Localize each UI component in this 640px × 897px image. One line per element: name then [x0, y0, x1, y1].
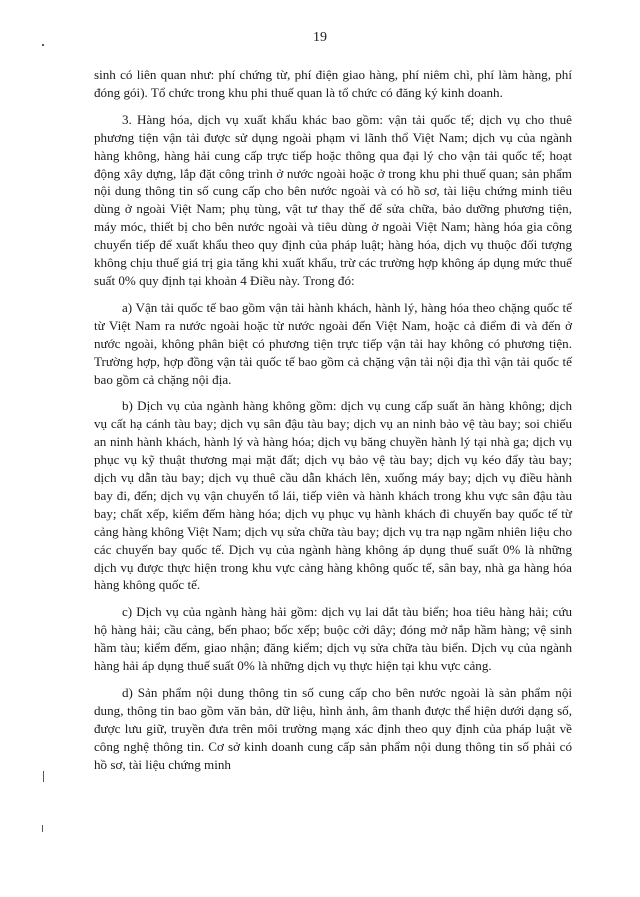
scan-mark-bottom: [42, 825, 43, 832]
paragraph-section-3: 3. Hàng hóa, dịch vụ xuất khẩu khác bao gồm: vận tải quốc tế; dịch vụ cho thuê phương tiện vận tải được sử dụng ngoài phạm vi lãnh thổ Việt Nam; dịch vụ của ngành hàng không, hàng hải cung cấp trực tiếp hoặc thông qua đại lý cho vận tải quốc tế; hoạt động xây dựng, lắp đặt công trình ở nước ngoài hoặc ở trong khu phi thuế quan; sản phẩm nội dung thông tin số cung cấp cho bên nước ngoài và có hồ sơ, tài liệu chứng minh tiêu dùng ở ngoài Việt Nam; phụ tùng, vật tư thay thế để sửa chữa, bảo dưỡng phương tiện, máy móc, thiết bị cho bên nước ngoài và tiêu dùng ở ngoài Việt Nam; hàng hóa gia công chuyển tiếp để xuất khẩu theo quy định của pháp luật; hàng hóa, dịch vụ thuộc đối tượng không chịu thuế giá trị gia tăng khi xuất khẩu, trừ các trường hợp không áp dụng mức thuế suất 0% quy định tại khoản 4 Điều này. Trong đó:: [94, 111, 572, 288]
page-number: 19: [313, 30, 327, 45]
scan-mark-top: [42, 44, 44, 46]
paragraph-item-c: c) Dịch vụ của ngành hàng hải gồm: dịch vụ lai dắt tàu biển; hoa tiêu hàng hải; cứu hộ hàng hải; cầu cảng, bến phao; bốc xếp; buộc cởi dây; đóng mở nắp hầm hàng; vệ sinh hầm tàu; kiểm đếm, giao nhận; đăng kiểm; dịch vụ sửa chữa tàu biển. Dịch vụ của ngành hàng hải áp dụng thuế suất 0% là những dịch vụ thực hiện tại khu vực cảng.: [94, 604, 572, 674]
paragraph-item-b: b) Dịch vụ của ngành hàng không gồm: dịch vụ cung cấp suất ăn hàng không; dịch vụ cất hạ cánh tàu bay; dịch vụ sân đậu tàu bay; dịch vụ an ninh bảo vệ tàu bay; soi chiếu an ninh hành khách, hành lý và hàng hóa; dịch vụ băng chuyền hành lý tại nhà ga; dịch vụ phục vụ kỹ thuật thương mại mặt đất; dịch vụ bảo vệ tàu bay; dịch vụ kéo đẩy tàu bay; dịch vụ dẫn tàu bay; dịch vụ thuê cầu dẫn khách lên, xuống máy bay; dịch vụ điều hành bay đi, đến; dịch vụ vận chuyển tổ lái, tiếp viên và hành khách trong khu vực sân đậu tàu bay; chất xếp, kiểm đếm hàng hóa; dịch vụ phục vụ hành khách đi chuyến bay quốc tế từ cảng hàng không Việt Nam; dịch vụ sửa chữa tàu bay; dịch vụ tra nạp ngầm nhiên liệu cho các chuyến bay quốc tế. Dịch vụ của ngành hàng không áp dụng thuế suất 0% là những dịch vụ được thực hiện trong khu vực cảng hàng không quốc tế, sân bay, nhà ga hàng hóa hàng không quốc tế.: [94, 398, 572, 593]
paragraph-item-a: a) Vận tải quốc tế bao gồm vận tải hành khách, hành lý, hàng hóa theo chặng quốc tế từ Việt Nam ra nước ngoài hoặc từ nước ngoài đến Việt Nam, hoặc cả điểm đi và đến ở nước ngoài, không phân biệt có phương tiện trực tiếp vận tải hay không có phương tiện. Trường hợp, hợp đồng vận tải quốc tế bao gồm cả chặng vận tải nội địa thì vận tải quốc tế bao gồm cả chặng nội địa.: [94, 299, 572, 387]
document-body: [94, 66, 572, 783]
paragraph-continuation: sinh có liên quan như: phí chứng từ, phí điện giao hàng, phí niêm chì, phí làm hàng, phí đóng gói). Tổ chức trong khu phi thuế quan là tổ chức có đăng ký kinh doanh.: [94, 67, 572, 100]
paragraph-item-d: d) Sản phẩm nội dung thông tin số cung cấp cho bên nước ngoài là sản phẩm nội dung, thông tin bao gồm văn bản, dữ liệu, hình ảnh, âm thanh được thể hiện dưới dạng số, được lưu giữ, truyền đưa trên môi trường mạng xác định theo quy định của pháp luật về công nghệ thông tin. Cơ sở kinh doanh cung cấp sản phẩm nội dung thông tin số phải có hồ sơ, tài liệu chứng minh: [94, 685, 572, 772]
scan-mark-middle: [43, 771, 44, 782]
